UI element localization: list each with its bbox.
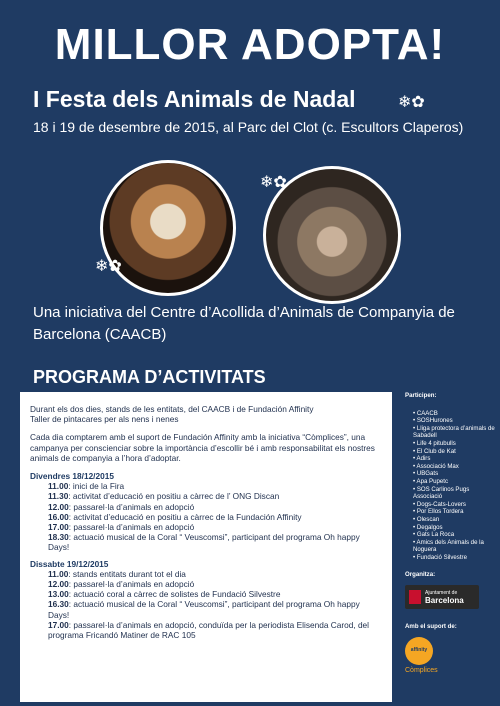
event-description: : passarel·la d’animals en adopció, conduïda per la periodista Elisenda Carod, del programa Fricandó Matiner de RAC 105 — [48, 619, 370, 641]
program-title: PROGRAMA D’ACTIVITATS — [33, 367, 266, 387]
participant-item: • Gats La Roca — [413, 531, 495, 539]
event-description: : passarel·la d’animals en adopció — [68, 579, 195, 590]
intro-text: Taller de pintacares per als nens i nenes — [30, 414, 179, 425]
participant-item: • SOS Carlinos Pugs Associació — [413, 486, 495, 501]
holly-icon: ❄✿ — [260, 174, 287, 191]
event-row — [30, 579, 382, 589]
participant-item: • Adirs — [413, 455, 495, 463]
event-row — [30, 481, 382, 491]
participant-item: • Fundació Silvestre — [413, 554, 495, 562]
initiative-text: Una iniciativa del Centre d’Acollida d’Animals de Companyia de Barcelona (CAACB) — [33, 304, 455, 343]
event-time: 12.00 — [48, 501, 69, 512]
event-row — [30, 522, 382, 532]
program-panel — [20, 392, 392, 702]
holly-icon: ❄✿ — [398, 94, 425, 111]
participant-item: • CAACB — [413, 410, 495, 418]
day-heading: Dissabte 19/12/2015 — [30, 558, 109, 569]
event-time: 13.00 — [48, 589, 69, 600]
subtitle: I Festa dels Animals de Nadal — [33, 86, 356, 112]
event-row — [30, 589, 382, 599]
participant-item: • El Club de Kat — [413, 448, 495, 456]
holly-icon: ❄✿ — [95, 258, 122, 275]
participant-item: • SOSHurones — [413, 417, 495, 425]
day-heading: Divendres 18/12/2015 — [30, 471, 114, 482]
event-row — [30, 532, 382, 552]
event-description: : stands entitats durant tot el dia — [68, 568, 186, 579]
event-description: : inici de la Fira — [68, 481, 125, 492]
participant-item: • Associació Max — [413, 463, 495, 471]
event-time: 16.30 — [48, 599, 69, 610]
affinity-logo: affinity — [405, 637, 433, 665]
support-label: Amb el suport de: — [405, 623, 457, 631]
event-row — [30, 512, 382, 522]
event-description: : actuació musical de la Coral “ Veuscomsi”, participant del programa Oh happy Days! — [48, 599, 360, 620]
participant-item: • Degalgos — [413, 524, 495, 532]
participants-label: Participen: — [405, 392, 437, 399]
event-description: : activitat d’educació en positiu a càrrec de l’ ONG Discan — [68, 491, 280, 502]
participants-list — [405, 410, 495, 562]
participant-item: • Lliga protectora d’animals de Sabadell — [413, 425, 495, 440]
event-row — [30, 502, 382, 512]
event-dates: 18 i 19 de desembre de 2015, al Parc del Clot (c. Escultors Claperos) — [33, 119, 464, 135]
intro-text: Cada dia comptarem amb el suport de Fundación Affinity amb la iniciativa “Còmplices”, una campanya per conscienciar sobre la importància d’escollir bé i amb responsabilitat els nostres animals de companyia a l’hora d’adoptar. — [30, 432, 375, 463]
page-title: MILLOR ADOPTA! — [54, 20, 446, 69]
event-description: : actuació coral a càrrec de solistes de Fundació Silvestre — [68, 589, 281, 600]
event-time: 11.30 — [48, 491, 69, 502]
event-row — [30, 599, 382, 619]
event-row — [30, 491, 382, 501]
event-description: : passarel·la d’animals en adopció — [68, 501, 195, 512]
sidebar — [405, 392, 495, 674]
shield-icon — [409, 590, 421, 604]
event-description: : activitat d’educació en positiu a càrrec de la Fundación Affinity — [68, 511, 302, 522]
event-row — [30, 569, 382, 579]
event-time: 12.00 — [48, 579, 69, 590]
event-description: : passarel·la d’animals en adopció — [68, 522, 195, 533]
barcelona-logo: Ajuntament de Barcelona — [405, 585, 479, 609]
event-description: : actuació musical de la Coral “ Veuscomsi”, participant del programa Oh happy Days! — [48, 532, 360, 553]
event-time: 17.00 — [48, 619, 69, 630]
participant-item: • Apa Pupetc — [413, 478, 495, 486]
event-row — [30, 620, 382, 640]
participant-item: • Dogs-Cats-Lovers — [413, 501, 495, 509]
participant-item: • UBGats — [413, 470, 495, 478]
participant-item: • Por Ellos Tordera — [413, 508, 495, 516]
event-time: 17.00 — [48, 522, 69, 533]
intro-text: Durant els dos dies, stands de les entitats, del CAACB i de Fundación Affinity — [30, 404, 314, 414]
participant-item: • Olescan — [413, 516, 495, 524]
event-time: 18.30 — [48, 532, 69, 543]
participant-item: • Life 4 pitubulls — [413, 440, 495, 448]
event-time: 16.00 — [48, 511, 69, 522]
complices-logo: Còmplices — [405, 666, 438, 674]
organizer-label: Organitza: — [405, 571, 436, 579]
event-time: 11.00 — [48, 568, 69, 579]
event-time: 11.00 — [48, 481, 69, 492]
participant-item: • Amics dels Animals de la Noguera — [413, 539, 495, 554]
